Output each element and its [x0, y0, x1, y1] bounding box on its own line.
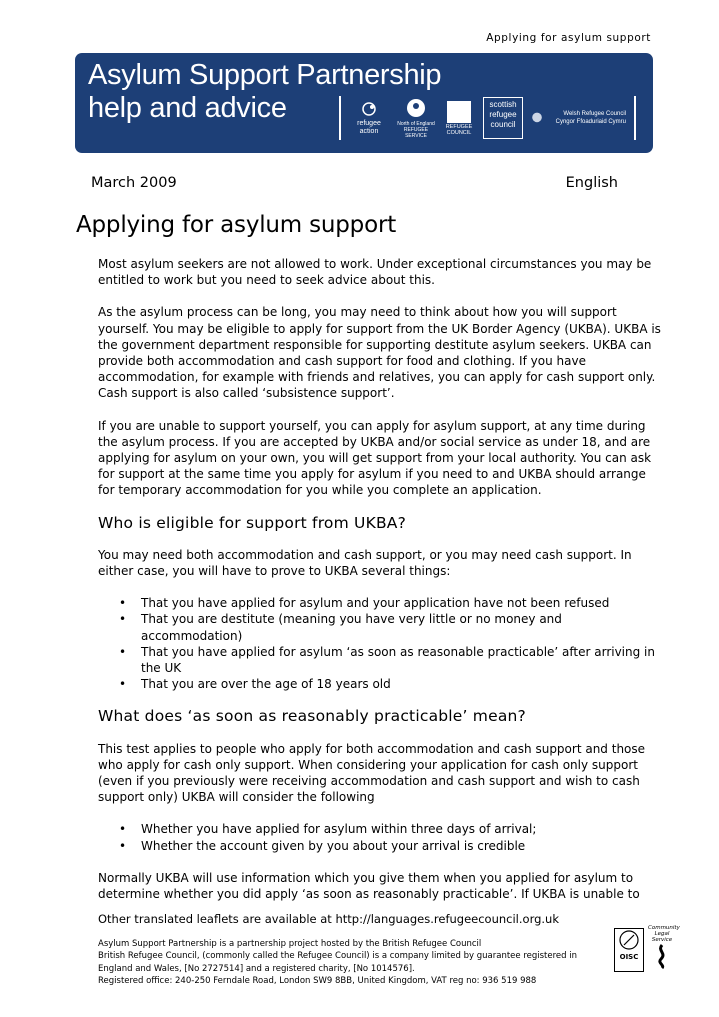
- section-heading: Who is eligible for support from UKBA?: [98, 513, 407, 532]
- banner-title-line2: help and advice: [88, 92, 287, 124]
- welsh-council-icon: [531, 107, 543, 129]
- refugee-action-logo: refugee action: [349, 101, 389, 136]
- north-of-england-logo: North of England REFUGEE SERVICE: [397, 98, 435, 139]
- north-england-icon: [406, 98, 426, 118]
- community-legal-service-logo: Community Legal Service: [648, 925, 676, 971]
- list-item: • Whether you have applied for asylum within three days of arrival;: [141, 821, 663, 837]
- eligibility-list: [98, 595, 663, 692]
- footer-link-line: Other translated leaflets are available at http://languages.refugeecouncil.org.uk: [98, 912, 559, 926]
- criteria-list: [98, 821, 663, 853]
- date: March 2009: [91, 175, 177, 191]
- list-item: • That you are over the age of 18 years old: [141, 676, 663, 692]
- page-title: Applying for asylum support: [76, 212, 397, 238]
- paragraph: You may need both accommodation and cash support, or you may need cash support. In either case, you will have to prove to UKBA several things:: [98, 547, 632, 579]
- paragraph: If you are unable to support yourself, you can apply for asylum support, at any time during the asylum process. If you are accepted by UKBA and/or social service as under 18, and are applying for asylum on your own, you will get support from your local authority. You can ask for support at the same time you apply for asylum if you need to and UKBA should arrange for temporary accommodation for you while you complete an application.: [98, 418, 652, 498]
- banner: [75, 53, 653, 153]
- list-item: • That you are destitute (meaning you have very little or no money and accommodation): [141, 611, 663, 643]
- partner-logos: [339, 95, 636, 141]
- oisc-logo: OISC: [614, 928, 644, 972]
- paragraph: Most asylum seekers are not allowed to work. Under exceptional circumstances you may be entitled to work but you need to seek advice about this.: [98, 257, 652, 288]
- list-item: • That you have applied for asylum and your application have not been refused: [141, 595, 663, 611]
- banner-title-line1: Asylum Support Partnership: [88, 59, 442, 91]
- divider: [339, 96, 341, 140]
- paragraph: As the asylum process can be long, you may need to think about how you will support yourself. You may be eligible to apply for support from the UK Border Agency (UKBA). UKBA is the government department responsible for supporting destitute asylum seekers. UKBA can provide both accommodation and cash support for food and clothing. If you have accommodation, for example with friends and relatives, you can apply for cash support only. Cash support is also called ‘subsistence support’.: [98, 305, 661, 401]
- paragraph: This test applies to people who apply for both accommodation and cash support and those who apply for cash only support. When considering your application for cash only support (even if you previously were receiving accommodation and cash support and wish to cash support only) UKBA will consider the following: [98, 741, 646, 805]
- welsh-refugee-council-logo: Welsh Refugee Council Cyngor Ffoaduriaid Cymru: [531, 107, 626, 129]
- divider: [634, 96, 636, 140]
- refugee-council-logo: REFUGEE COUNCIL: [443, 101, 475, 136]
- paragraph: Normally UKBA will use information which you give them when you applied for asylum to determine whether you did apply ‘as soon as reasonably practicable’. If UKBA is unable to: [98, 870, 640, 902]
- list-item: • Whether the account given by you about your arrival is credible: [141, 838, 663, 854]
- scottish-refugee-council-logo: scottish refugee council: [483, 97, 523, 139]
- running-header: Applying for asylum support: [486, 32, 651, 44]
- section-heading: What does ‘as soon as reasonably practicable’ mean?: [98, 707, 526, 726]
- footer-legal: Asylum Support Partnership is a partnership project hosted by the British Refugee Council British Refugee Council, (commonly called the Refugee Council) is a company limited by guarantee registered in England and Wales, [No 2727514] and a registered charity, [No 1014576]. Registered office: 240-250 Ferndale Road, London SW9 8BB, United Kingdom, VAT reg no: 936 519 988: [98, 939, 578, 987]
- oisc-icon: [618, 929, 640, 951]
- list-item: • That you have applied for asylum ‘as soon as reasonable practicable’ after arriving in the UK: [141, 644, 663, 676]
- cls-figure-icon: [653, 943, 671, 969]
- document-body: [98, 256, 663, 918]
- refugee-council-icon: [447, 101, 471, 123]
- refugee-action-icon: [359, 101, 379, 117]
- language: English: [565, 175, 618, 191]
